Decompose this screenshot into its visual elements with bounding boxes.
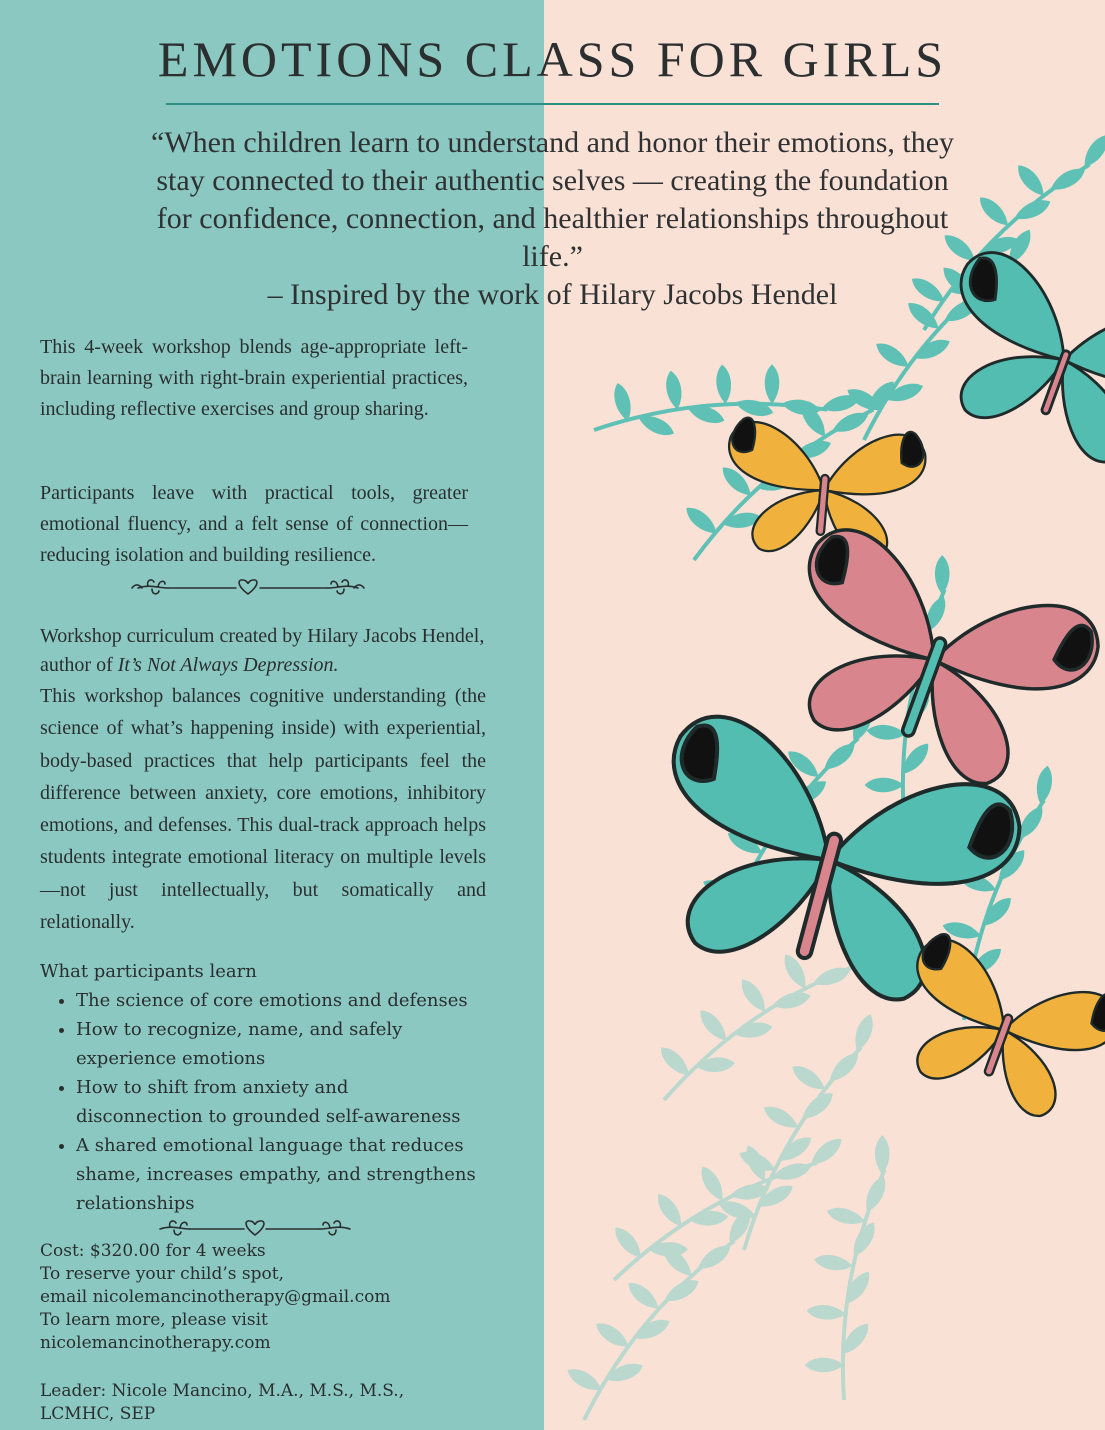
leaf-branch-icon — [544, 928, 970, 1420]
contact-info — [40, 1240, 480, 1355]
vine-heart-divider-icon — [128, 574, 368, 598]
list-item: • How to recognize, name, and safely experience emotions — [76, 1015, 480, 1073]
curriculum-author-line — [40, 651, 486, 680]
butterfly-illustration — [544, 0, 1105, 1430]
quote-text: “When children learn to understand and honor their emotions, they stay connected to their authentic selves — creating the foundation for confidence, connection, and healthier relationships throughout life.” — [150, 126, 955, 273]
curriculum-credit: Workshop curriculum created by Hilary Jacobs Hendel, — [40, 625, 485, 647]
list-item: • A shared emotional language that reduces shame, increases empathy, and strengthens relationships — [76, 1131, 480, 1218]
quote-attribution: – Inspired by the work of Hilary Jacobs Hendel — [267, 278, 838, 311]
email-line[interactable]: email nicolemancinotherapy@gmail.com — [40, 1287, 391, 1307]
learning-outcomes — [40, 958, 480, 1218]
butterfly-icon — [918, 244, 1105, 481]
leader-line-2: LCMHC, SEP — [40, 1404, 156, 1424]
website-link[interactable]: nicolemancinotherapy.com — [40, 1333, 271, 1353]
learning-list — [40, 986, 480, 1218]
curriculum-section — [40, 622, 486, 938]
list-item: • The science of core emotions and defenses — [76, 986, 480, 1015]
cost-line: Cost: $320.00 for 4 weeks — [40, 1241, 266, 1261]
leader-info — [40, 1380, 480, 1426]
reserve-line: To reserve your child’s spot, — [40, 1264, 284, 1284]
learn-more-line: To learn more, please visit — [40, 1310, 268, 1330]
leader-line-1: Leader: Nicole Mancino, M.A., M.S., M.S., — [40, 1381, 405, 1401]
list-item: • How to shift from anxiety and disconnection to grounded self-awareness — [76, 1073, 480, 1131]
vine-heart-divider-icon — [150, 1215, 390, 1239]
intro-paragraph-1: This 4-week workshop blends age-appropriate left-brain learning with right-brain experiential practices, including reflective exercises and group sharing. — [40, 336, 468, 420]
author-prefix: author of — [40, 654, 118, 676]
curriculum-description: This workshop balances cognitive understanding (the science of what’s happening inside) with experiential, body-based practices that help participants feel the difference between anxiety, core emotions, inhibitory emotions, and defenses. This dual-track approach helps students integrate emotional literacy on multiple levels—not just intellectually, but somatically and relationally. — [40, 685, 486, 934]
learning-heading: What participants learn — [40, 961, 257, 982]
page-title: EMOTIONS CLASS FOR GIRLS — [157, 31, 948, 87]
book-title: It’s Not Always Depression. — [117, 654, 339, 676]
intro-paragraph-2: Participants leave with practical tools, greater emotional fluency, and a felt sense of connection—reducing isolation and building resilience. — [40, 482, 468, 566]
